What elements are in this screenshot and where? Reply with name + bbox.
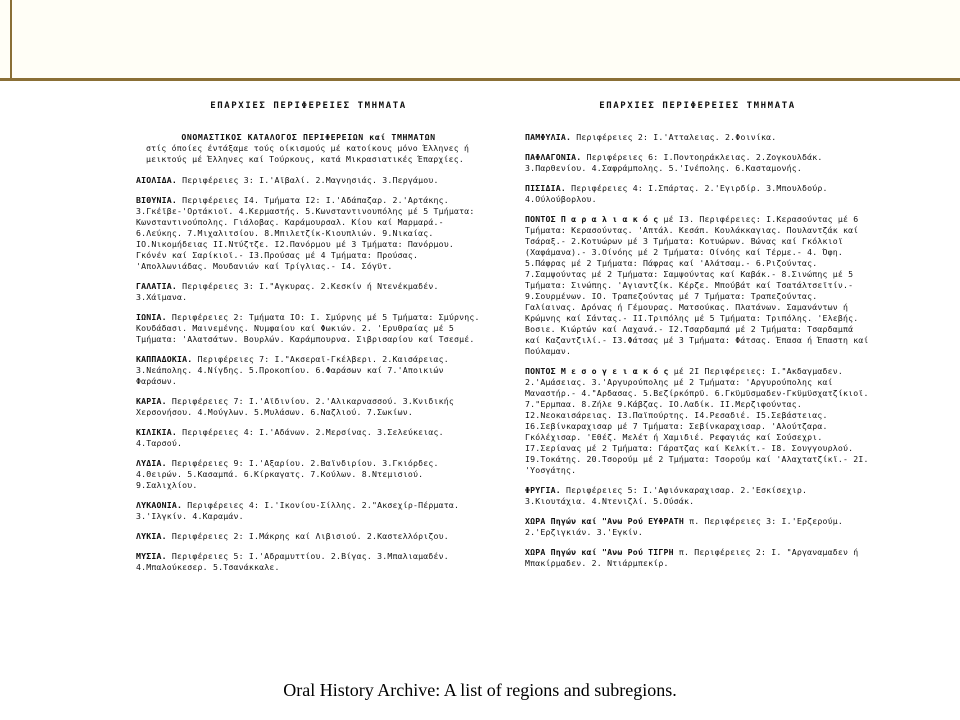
- region-entry: [525, 485, 870, 507]
- region-details: μέ 2Ι Περιφέρειες: Ι."Ακδαγμαδεν. 2.'Αμάσειας. 3.'Αργυρούπολης μέ 2 Τμήματα: 'Αργυρούπολης καί Μαναστήρ.- 4."Αρδασας. 5.Βεζίρκόπρϋ. 6.Γκϋμϋσμαδεν-Γκϋμϋσχατζίκιοϊ. 7."Ερμπαα. 8.Ζήλε 9.Κάβζας. ΙΟ.Λαδίκ. ΙΙ.Μερζιφούντας. Ι2.Νεοκαισάρειας. Ι3.Παϊπούρτης. Ι4.Ρεσαδιέ. Ι5.Σεβάστειας. Ι6.Σεβίνκαραχισαρ μέ 7 Τμήματα: Σεβίνκαραχισαρ. 'Αλούτζαρα. Γκόλέχισαρ. 'Εθέζ. Μελέτ ή Χαμιδιέ. Ρεφαγιάς καί Σούσεχρι. Ι7.Σερίανας μέ 2 Τμήματα: Γάρατζας καί Κελκίτ.- Ι8. Σουγγουρλού. Ι9.Τοκάτης. 20.Τσορούμ μέ 2 Τμήματα: Τσορούμ καί 'Αλαχτατζίκϊ.- 2Ι. 'Υοσγάτης.: [525, 366, 874, 475]
- region-entry: [525, 366, 874, 476]
- region-name: ΠΟΝΤΟΣ Μ ε σ ο γ ε ι α κ ό ς: [525, 366, 669, 376]
- region-details: Περιφέρειες 4: Ι.Σπάρτας. 2.'Εγιρδίρ. 3.Μπουλδούρ. 4.Ούλούβορλου.: [525, 183, 833, 204]
- scanned-document: [120, 93, 897, 683]
- region-details: π. Περιφέρειες 3: Ι.'Ερζερούμ. 2.'Ερζιγκιάν. 3.'Εγκίν.: [525, 516, 849, 537]
- region-entry: [136, 281, 481, 303]
- region-details: Περιφέρειες 4: Ι.'Ικονίου-Σίλλης. 2."Ακσεχίρ-Πέρματα. 3.'Ιλγκίν. 4.Καραμάν.: [136, 500, 465, 521]
- region-details: Περιφέρειες 3: Ι.'Αϊβαλί. 2.Μαγνησιάς. 3.Περγάμου.: [177, 175, 439, 185]
- region-name: ΠΟΝΤΟΣ Π α ρ α λ ι α κ ό ς: [525, 214, 659, 224]
- region-name: ΚΙΛΙΚΙΑ.: [136, 427, 178, 437]
- left-column-header: ΕΠΑΡΧΙΕΣ ΠΕΡΙΦΕΡΕΙΕΣ ΤΜΗΜΑΤΑ: [210, 101, 407, 111]
- region-name: ΠΑΦΛΑΓΟΝΙΑ.: [525, 152, 582, 162]
- intro-title: ΟΝΟΜΑΣΤΙΚΟΣ ΚΑΤΑΛΟΓΟΣ ΠΕΡΙΦΕΡΕΙΩΝ καί ΤΜΗΜΑΤΩΝ: [181, 132, 436, 142]
- region-entry: [136, 312, 485, 345]
- region-details: Περιφέρειες 2: Τμήματα ΙΟ: Ι. Σμύρνης μέ 5 Τμήματα: Σμύρνης. Κουδάδασι. Μαινεμένης. Νυμφαίου καί Φωκιών. 2. 'Ερυθραίας μέ 5 Τμήματα: 'Αλατσάτων. Βουρλών. Καράμπουρνα. Σιβρισαρίου καί Τσεσμέ.: [136, 312, 485, 344]
- region-entry: [525, 152, 870, 174]
- region-name: ΑΙΟΛΙΔΑ.: [136, 175, 178, 185]
- region-name: ΛΥΚΙΑ.: [136, 531, 167, 541]
- region-entry: [136, 195, 481, 272]
- region-details: Περιφέρειες 5: Ι.'Αφιόνκαραχισαρ. 2.'Εσκίσεχιρ. 3.Κιουτάχια. 4.Ντενιζλί. 5.Ούσάκ.: [525, 485, 813, 506]
- region-name: ΚΑΠΠΑΔΟΚΙΑ.: [136, 354, 193, 364]
- document-right-column: [525, 93, 874, 683]
- region-entry: [136, 396, 481, 418]
- region-details: Περιφέρειες 6: Ι.Ποντοηράκλειας. 2.Ζογκουλδάκ. 3.Παρθενίου. 4.Σαφράμπολης. 5.'Ινέπολης. 6.Κασταμονής.: [525, 152, 828, 173]
- region-entry: [136, 354, 481, 387]
- region-name: ΜΥΣΙΑ.: [136, 551, 167, 561]
- region-details: Περιφέρειες 9: Ι.'Αξαρίου. 2.Βαϊνδιρίου. 3.Γκιόρδες. 4.Θειρών. 5.Κασαμπά. 6.Κίρκαγατς. 7.Κούλων. 8.Ντεμισιού. 9.Σαλιχλίου.: [136, 458, 444, 490]
- region-name: ΙΩΝΙΑ.: [136, 312, 167, 322]
- region-name: ΠΙΣΙΔΙΑ.: [525, 183, 567, 193]
- region-name: ΚΑΡΙΑ.: [136, 396, 167, 406]
- region-entry: [525, 547, 870, 569]
- intro-block: [136, 132, 481, 165]
- header-vertical-rule: [10, 0, 12, 80]
- region-name: ΧΩΡΑ Πηγών καί "Ανω Ρού ΕΥΦΡΑΤΗ: [525, 516, 685, 526]
- header-horizontal-rule: [0, 78, 960, 81]
- region-details: π. Περιφέρειες 2: Ι. "Αργαναμαδεν ή Μπακίρμαδεν. 2. Ντιάρμπεκίρ.: [525, 547, 864, 568]
- region-name: ΧΩΡΑ Πηγών καί "Ανω Ρού ΤΙΓΡΗ: [525, 547, 674, 557]
- region-details: Περιφέρειες 7: Ι."Ακσεραϊ-Γκέλβερι. 2.Καισάρειας. 3.Νεάπολης. 4.Νίγδης. 5.Προκοπίου. 6.Φαράσων καί 7.'Αποικιών Φαράσων.: [136, 354, 455, 386]
- right-column-header: ΕΠΑΡΧΙΕΣ ΠΕΡΙΦΕΡΕΙΕΣ ΤΜΗΜΑΤΑ: [599, 101, 796, 111]
- region-details: Περιφέρειες 3: Ι."Αγκυρας. 2.Κεσκίν ή Ντενέκμαδέν. 3.Χάϊμανα.: [136, 281, 444, 302]
- region-entry: [136, 500, 481, 522]
- slide-caption: Oral History Archive: A list of regions and subregions.: [283, 680, 677, 700]
- region-entry: [136, 531, 481, 542]
- region-name: ΦΡΥΓΙΑ.: [525, 485, 561, 495]
- region-entry: [525, 214, 874, 357]
- region-details: Περιφέρειες Ι4. Τμήματα Ι2: Ι.'Αδάπαζαρ. 2.'Αρτάκης. 3.Γκέϊβε-'Ορτάκιοϊ. 4.Κερμαστής. 5.Κωνσταντινουπόλης μέ 5 Τμήματα: Κωνσταντινούπολης. Γιάλοβας. Καράμουρσαλ. Κίου καί Μαρμαρά.- 6.Λεύκης. 7.Μιχαλιτσίου. 8.Μπιλετζίκ-Κιουπλιών. 9.Νικαίας. ΙΟ.Νικομήδειας ΙΙ.Ντύζτζε. Ι2.Πανόρμου μέ 3 Τμήματα: Πανόρμου. Γκόνέν καί Σαρίκιοϊ.- Ι3.Προύσας μέ 4 Τμήματα: Προύσας. 'Απολλωνιάδας. Μουδανιών καί Τρίγλιας.- Ι4. Σόγϋτ.: [136, 195, 480, 271]
- region-entry: [136, 458, 481, 491]
- region-entry: [525, 132, 870, 143]
- region-details: Περιφέρειες 4: Ι.'Αδάνων. 2.Μερσίνας. 3.Σελεύκειας. 4.Ταρσού.: [136, 427, 449, 448]
- region-name: ΛΥΔΙΑ.: [136, 458, 167, 468]
- region-name: ΓΑΛΑΤΙΑ.: [136, 281, 178, 291]
- document-left-column: [136, 93, 485, 683]
- region-details: Περιφέρειες 2: Ι.'Ατταλειας. 2.Φοινίκα.: [571, 132, 777, 142]
- region-name: ΒΙΘΥΝΙΑ.: [136, 195, 178, 205]
- region-entry: [525, 516, 870, 538]
- region-details: Περιφέρειες 7: Ι.'Αϊδινίου. 2.'Αλικαρνασσού. 3.Κνιδικής Χερσονήσου. 4.Μούγλων. 5.Μυλάσων. 6.Ναζλιού. 7.Σωκίων.: [136, 396, 460, 417]
- region-entry: [525, 183, 870, 205]
- region-entry: [136, 427, 481, 449]
- region-name: ΛΥΚΑΟΝΙΑ.: [136, 500, 183, 510]
- region-entry: [136, 175, 481, 186]
- region-details: μέ Ι3. Περιφέρειες: Ι.Κερασούντας μέ 6 Τμήματα: Κερασούντας. 'Απτάλ. Κεσάπ. Κουλάκκαγιας. Πουλαντζάκ καί Τσάραξ.- 2.Κοτυώρων μέ 3 Τμήματα: Κοτυώρων. Βώνας καί Γκόλκιοϊ (Χαφάμανα).- 3.Οίνόης μέ 2 Τμήματα: Οίνόης καί Τέρμε.- 4. Όφη. 5.Πάφρας μέ 2 Τμήματα: Πάφρας καί 'Αλάτσαμ.- 6.Ριζούντας. 7.Σαμψούντας μέ 2 Τμήματα: Σαμψούντας καί Καβάκ.- 8.Σινώπης μέ 5 Τμήματα: Σινώπης. 'Αγιαντζίκ. Κέρζε. Μπούβάτ καί Τσατάλτσεϊτίν.- 9.Σουρμένων. ΙΟ. Τραπεζούντας μέ 7 Τμήματα: Τραπεζούντας. Γαλίαινας. Δρόνας ή Γέμουρας. Ματσούκας. Πλατάνων. Σαμανάντων ή Κρώμνης καί Σάντας.- ΙΙ.Τριπόλης μέ 5 Τμήματα: Τριπόλης. 'Ελεβής. Βοσιε. Κιώρτών καί Λαχανά.- Ι2.Τσαρδαμπά μέ 2 Τμήματα: Τσαρδαμπά καί Καζαντζιλί.- Ι3.Φάτσας μέ 3 Τμήματα: Φάτσας. Έπασα ή Έπαστη καί Πούλαμαν.: [525, 214, 874, 356]
- region-details: Περιφέρειες 2: Ι.Μάκρης καί Λιβισιού. 2.Καστελλόριζου.: [166, 531, 449, 541]
- right-entries-list: [525, 132, 874, 569]
- region-entry: [136, 551, 481, 573]
- intro-text: στίς όποίες έντάξαμε τούς οίκισμούς μέ κατοίκους μόνο Έλληνες ή μεικτούς μέ Έλληνες καί Τούρκους, κατά Μικρασιατικές Έπαρχίες.: [146, 143, 470, 164]
- region-name: ΠΑΜΦΥΛΙΑ.: [525, 132, 572, 142]
- region-details: Περιφέρειες 5: Ι.'Αδραμυττίου. 2.Βίγας. 3.Μπαλιαμαδέν. 4.Μπαλούκεσερ. 5.Τσανάκκαλε.: [136, 551, 455, 572]
- slide-header-band: [0, 0, 960, 78]
- left-entries-list: [136, 175, 485, 573]
